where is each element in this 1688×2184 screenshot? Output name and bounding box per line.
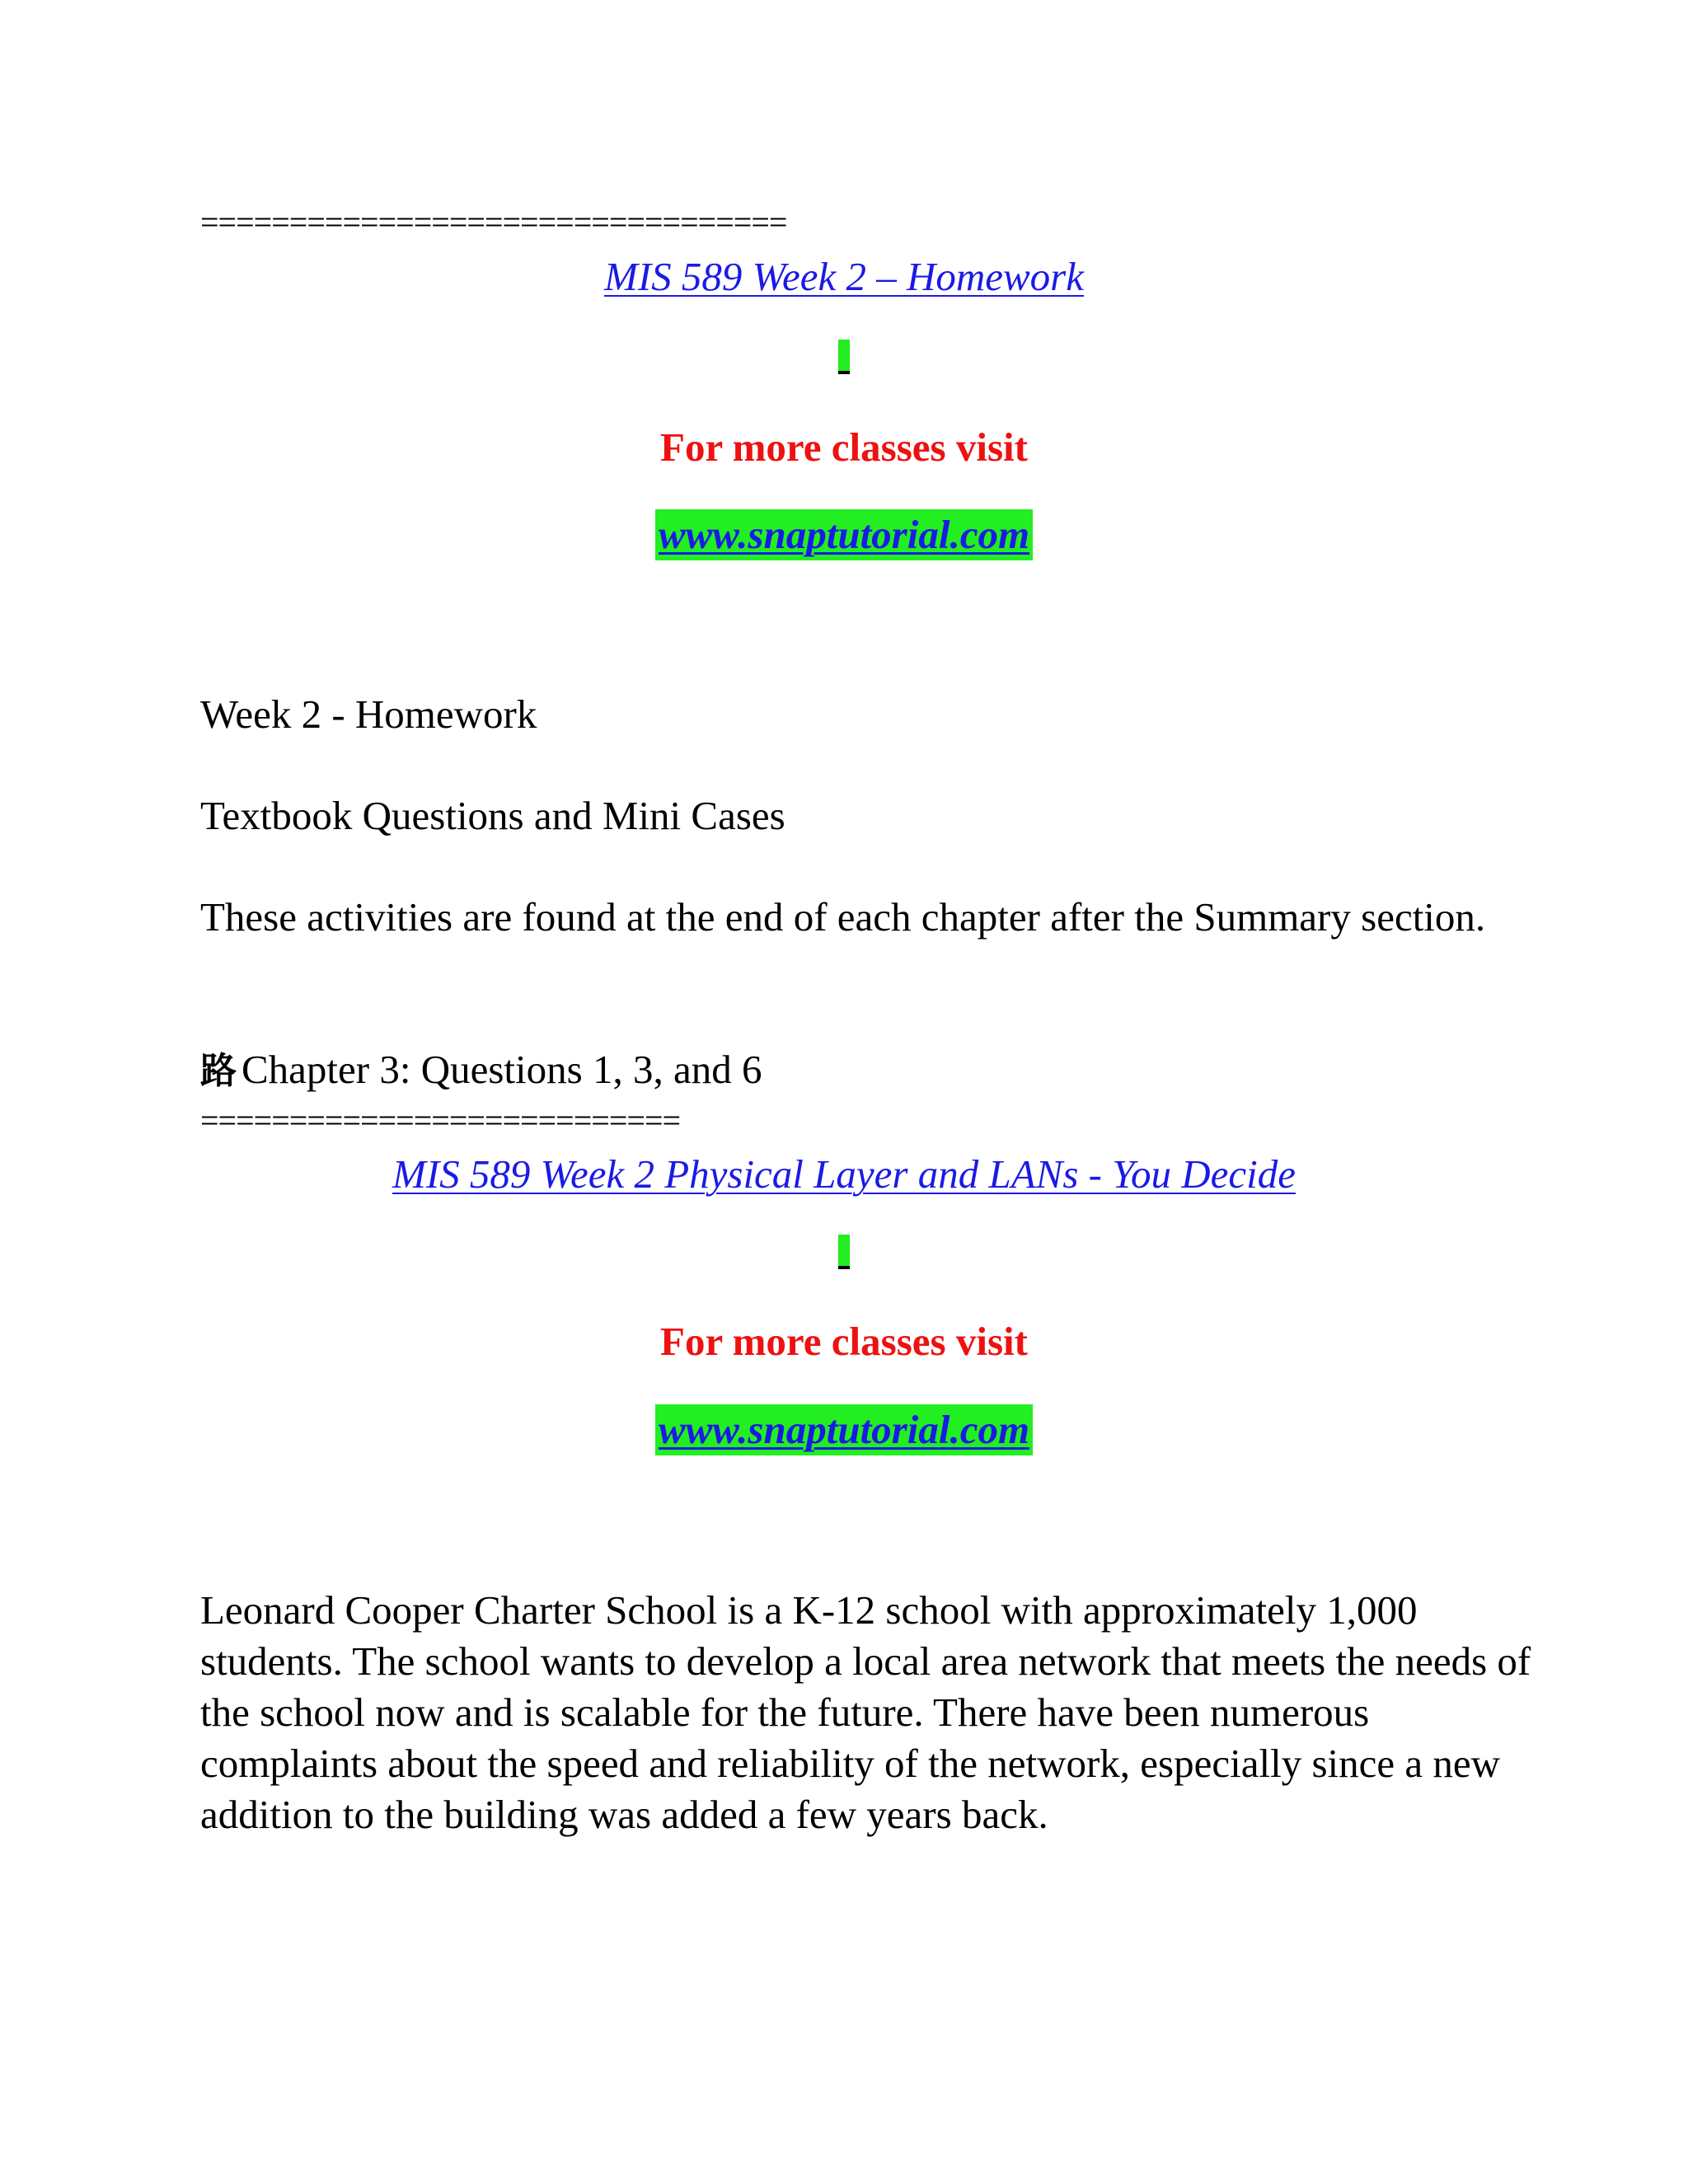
title-link-container [0,251,1688,302]
you-decide-title-link[interactable]: MIS 589 Week 2 Physical Layer and LANs - You Decide [392,1151,1296,1197]
highlight-marker [838,340,850,374]
homework-title-link[interactable]: MIS 589 Week 2 – Homework [604,254,1084,299]
separator-line: =========================== [200,1102,681,1139]
separator-line: ================================= [200,204,787,241]
title-link-container [0,1149,1688,1200]
you-decide-body: Leonard Cooper Charter School is a K-12 school with approximately 1,000 students. The school wants to develop a local area network that meets the needs of the school now and is scalable for the future. There have been numerous complaints about the speed and reliability of the network, especially since a new addition to the building was added a few years back. [200,1587,1531,1837]
promo-container [0,422,1688,473]
marker-container [0,340,1688,374]
homework-subheading: Textbook Questions and Mini Cases [200,793,785,838]
promo-text: For more classes visit [660,424,1028,470]
promo-container [0,1316,1688,1367]
site-link-container [0,509,1688,560]
bullet-glyph: 路 [200,1050,237,1092]
homework-heading: Week 2 - Homework [200,691,537,737]
marker-container [0,1235,1688,1269]
chapter-bullet-text: Chapter 3: Questions 1, 3, and 6 [241,1047,762,1092]
promo-text: For more classes visit [660,1319,1028,1364]
site-link-container [0,1404,1688,1455]
chapter-bullet [200,1044,762,1097]
site-link[interactable]: www.snaptutorial.com [655,1404,1033,1455]
highlight-marker [838,1235,850,1269]
site-link[interactable]: www.snaptutorial.com [655,509,1033,560]
homework-description: These activities are found at the end of each chapter after the Summary section. [200,894,1486,940]
